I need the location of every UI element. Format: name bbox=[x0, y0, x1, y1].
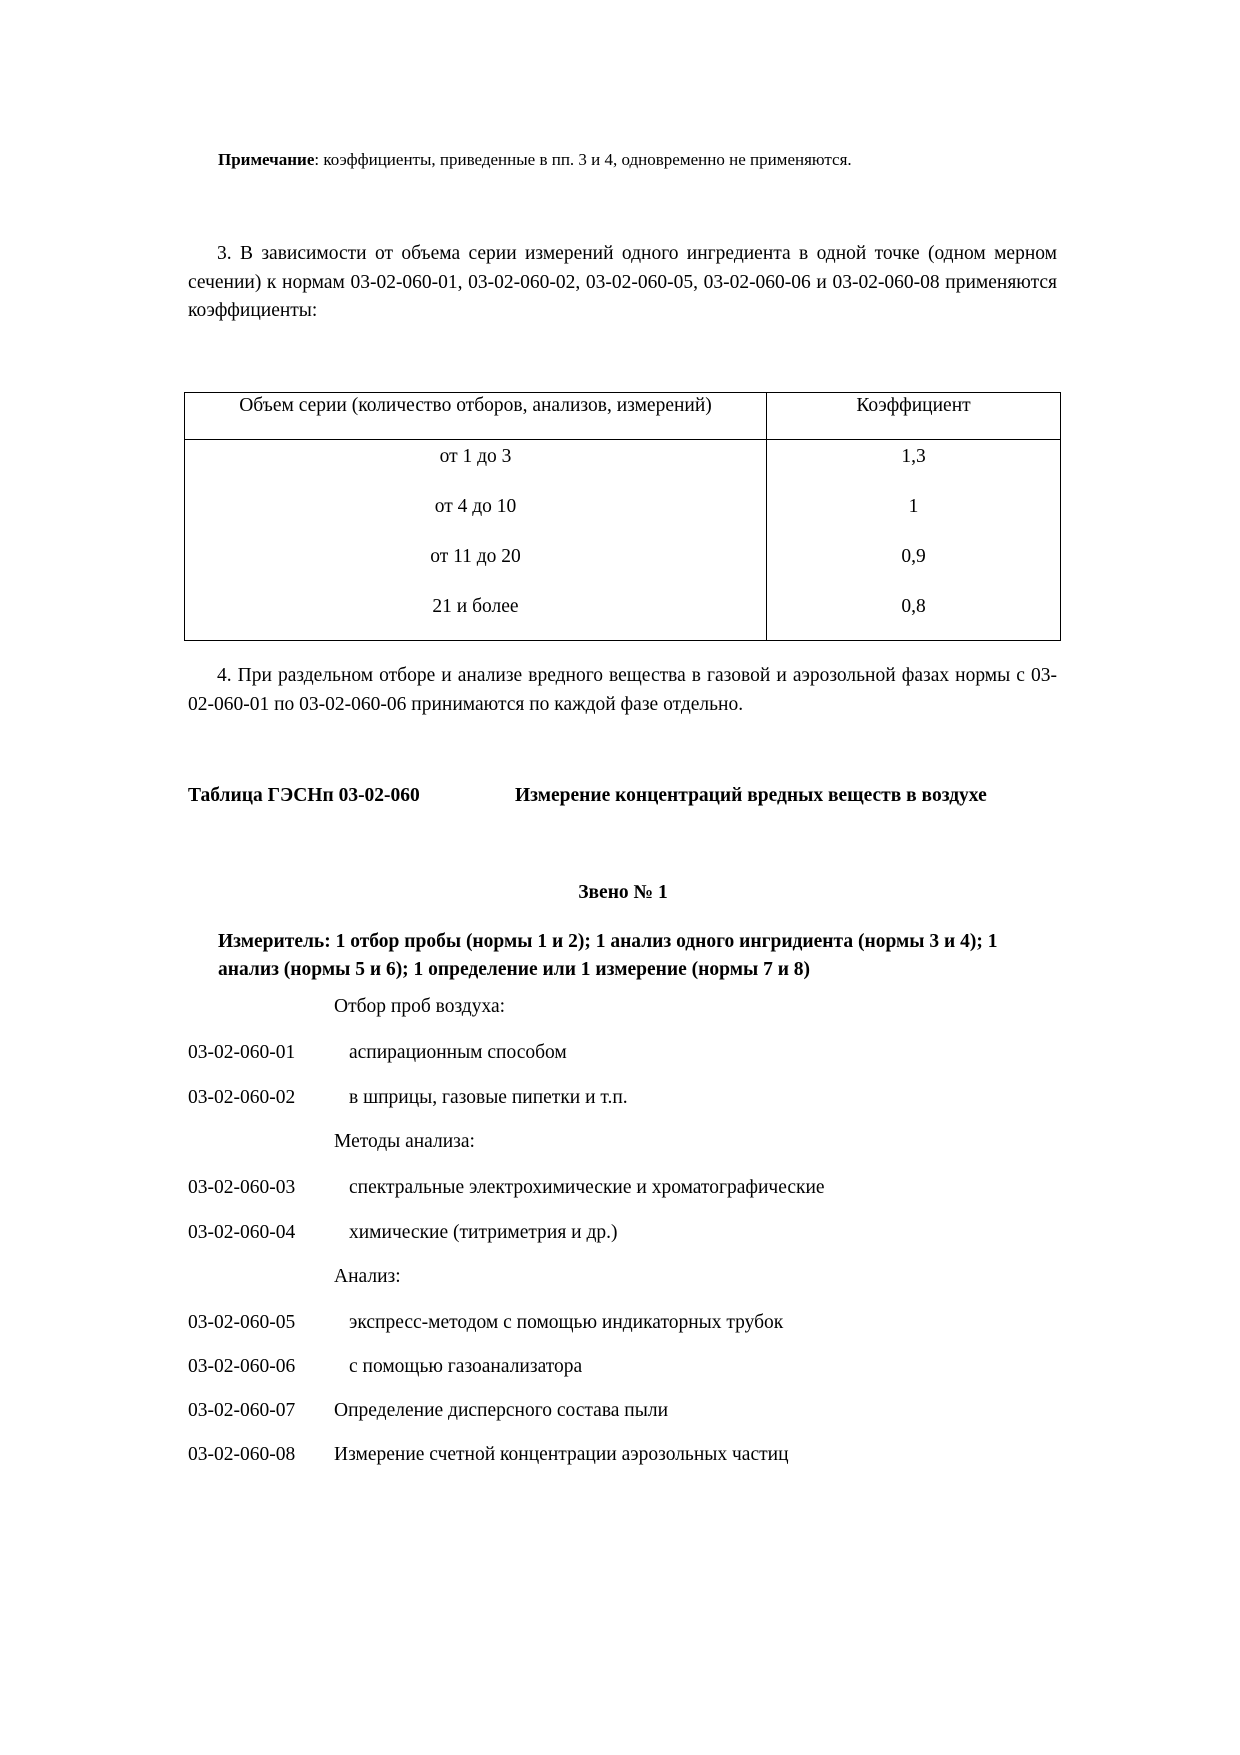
norm-text: в шприцы, газовые пипетки и т.п. bbox=[349, 1087, 628, 1108]
table-header-row bbox=[185, 393, 1061, 440]
paragraph-4: 4. При раздельном отборе и анализе вредного вещества в газовой и аэрозольной фазах нормы с 03-02-060-01 по 03-02-060-06 принимаются по каждой фазе отдельно. bbox=[188, 665, 1057, 715]
norm-code: 03-02-060-03 bbox=[188, 1177, 296, 1198]
header-series: Объем серии (количество отборов, анализов, измерений) bbox=[185, 393, 767, 440]
note-label: Примечание bbox=[218, 150, 315, 169]
table-row bbox=[185, 490, 1061, 540]
norm-code: 03-02-060-02 bbox=[188, 1087, 296, 1108]
paragraph-3: 3. В зависимости от объема серии измерений одного ингредиента в одной точке (одном мерном сечении) к нормам 03-02-060-01, 03-02-060-02, 03-02-060-05, 03-02-060-06 и 03-02-060-08 применяются коэффициенты: bbox=[188, 243, 1057, 321]
series-cell: от 4 до 10 bbox=[185, 490, 767, 540]
coef-cell: 1 bbox=[767, 490, 1061, 540]
norm-code: 03-02-060-05 bbox=[188, 1312, 296, 1333]
norm-code: 03-02-060-08 bbox=[188, 1444, 296, 1465]
header-coefficient: Коэффициент bbox=[767, 393, 1061, 440]
table-title-name: Измерение концентраций вредных веществ в воздухе bbox=[515, 785, 987, 806]
table-row bbox=[185, 590, 1061, 641]
norm-text: аспирационным способом bbox=[349, 1042, 567, 1063]
norm-code: 03-02-060-07 bbox=[188, 1400, 296, 1421]
norm-text: с помощью газоанализатора bbox=[349, 1356, 583, 1377]
norm-code: 03-02-060-04 bbox=[188, 1222, 296, 1243]
coefficient-table bbox=[184, 392, 1061, 641]
table-title-code: Таблица ГЭСНп 03-02-060 bbox=[188, 785, 420, 806]
section-sampling-heading: Отбор проб воздуха: bbox=[334, 996, 506, 1017]
norm-text: химические (титриметрия и др.) bbox=[349, 1222, 618, 1243]
norm-text: спектральные электрохимические и хроматографические bbox=[349, 1177, 825, 1198]
series-cell: 21 и более bbox=[185, 590, 767, 641]
series-cell: от 11 до 20 bbox=[185, 540, 767, 590]
note-text: : коэффициенты, приведенные в пп. 3 и 4, одновременно не применяются. bbox=[314, 150, 852, 169]
series-cell: от 1 до 3 bbox=[185, 440, 767, 491]
coef-cell: 0,8 bbox=[767, 590, 1061, 641]
table-row bbox=[185, 540, 1061, 590]
coef-cell: 1,3 bbox=[767, 440, 1061, 491]
link-title: Звено № 1 bbox=[578, 882, 668, 903]
norm-text: экспресс-методом с помощью индикаторных трубок bbox=[349, 1312, 784, 1333]
norm-code: 03-02-060-06 bbox=[188, 1356, 296, 1377]
section-methods-heading: Методы анализа: bbox=[334, 1131, 475, 1152]
norm-text: Измерение счетной концентрации аэрозольных частиц bbox=[334, 1444, 789, 1465]
section-analysis-heading: Анализ: bbox=[334, 1266, 401, 1287]
meter-text: Измеритель: 1 отбор пробы (нормы 1 и 2); 1 анализ одного ингридиента (нормы 3 и 4); 1 анализ (нормы 5 и 6); 1 определение или 1 измерение (нормы 7 и 8) bbox=[218, 931, 998, 980]
note bbox=[218, 150, 852, 170]
norm-code: 03-02-060-01 bbox=[188, 1042, 296, 1063]
coef-cell: 0,9 bbox=[767, 540, 1061, 590]
table-row bbox=[185, 440, 1061, 491]
norm-text: Определение дисперсного состава пыли bbox=[334, 1400, 669, 1421]
